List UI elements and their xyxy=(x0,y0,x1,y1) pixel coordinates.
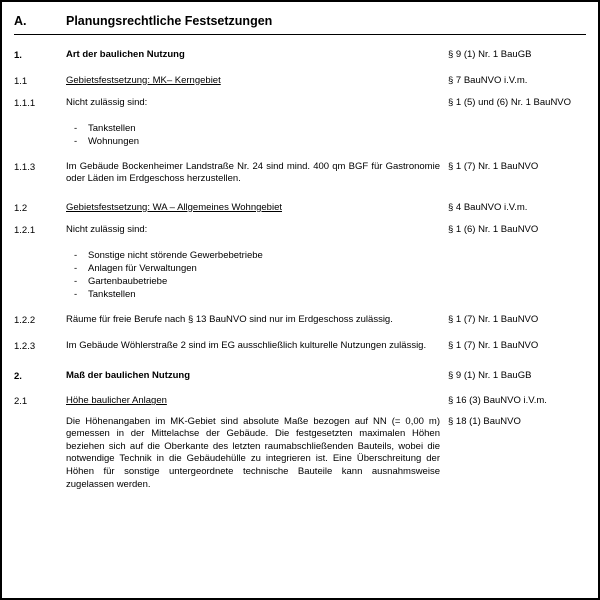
spacer xyxy=(14,118,66,119)
list-item xyxy=(14,370,586,384)
item-reference: § 18 (1) BauNVO xyxy=(448,415,521,427)
item-text-underlined: Gebietsfestsetzung: WA – Allgemeines Wohngebiet xyxy=(66,201,282,213)
item-text: Nicht zulässig sind: xyxy=(66,224,148,236)
item-text: Die Höhenangaben im MK-Gebiet sind absolute Maße bezogen auf NN (= 0,00 m) gemessen in der Mittelachse der Gebäude. Die festgesetzten maximalen Höhen beziehen sich auf die Oberkante des letzten raumabschließenden Bauteils, wobei die notwendige Technik in die Gebäudehülle zu integrieren ist. Eine Überschreitung der Höhen für sonstige untergeordnete technische Bauteile kann ausnahmsweise zugelassen werden. xyxy=(66,415,440,490)
title-divider xyxy=(14,34,586,35)
list-item xyxy=(14,395,586,409)
item-reference: § 1 (7) Nr. 1 BauNVO xyxy=(448,313,539,325)
list-item: - Anlagen für Verwaltungen xyxy=(66,262,440,275)
item-number xyxy=(14,416,66,417)
list-item: - Wohnungen xyxy=(66,135,440,148)
item-reference: § 4 BauNVO i.V.m. xyxy=(448,201,528,213)
item-reference: § 16 (3) BauNVO i.V.m. xyxy=(448,395,547,407)
item-reference: § 7 BauNVO i.V.m. xyxy=(448,74,528,86)
item-reference: § 9 (1) Nr. 1 BauGB xyxy=(448,369,532,381)
list-item xyxy=(14,340,586,354)
item-number: 1.2.1 xyxy=(14,225,36,237)
item-text xyxy=(66,75,448,88)
list-item: - Tankstellen xyxy=(66,122,440,135)
item-reference: § 1 (7) Nr. 1 BauNVO xyxy=(448,340,539,352)
item-text: Art der baulichen Nutzung xyxy=(66,49,185,60)
list-item xyxy=(14,97,586,111)
bullet-list xyxy=(66,249,440,301)
item-number: 1.1.1 xyxy=(14,98,36,109)
item-text: Im Gebäude Wöhlerstraße 2 sind im EG ausschließlich kulturelle Nutzungen zulässig. xyxy=(66,340,427,352)
item-text-underlined: Gebietsfestsetzung: MK– Kerngebiet xyxy=(66,74,221,86)
list-item xyxy=(14,224,586,238)
list-item xyxy=(14,314,586,328)
item-text: Im Gebäude Bockenheimer Landstraße Nr. 24 sind mind. 400 qm BGF für Gastronomie oder Läden im Erdgeschoss herzustellen. xyxy=(66,160,440,185)
item-reference: § 1 (6) Nr. 1 BauNVO xyxy=(448,224,539,236)
item-number: 1.2.2 xyxy=(14,314,36,326)
section-title: Planungsrechtliche Festsetzungen xyxy=(66,14,273,28)
item-number: 1.2.3 xyxy=(14,341,36,353)
item-text: Maß der baulichen Nutzung xyxy=(66,369,191,381)
item-text: Räume für freie Berufe nach § 13 BauNVO sind nur im Erdgeschoss zulässig. xyxy=(66,313,393,325)
spacer xyxy=(14,245,66,246)
provisions-list xyxy=(14,49,586,491)
item-number: 1.1.3 xyxy=(14,161,36,173)
section-letter: A. xyxy=(14,14,27,28)
bullet-list xyxy=(66,122,440,148)
item-number: 2.1 xyxy=(14,396,28,408)
item-text xyxy=(66,202,448,215)
item-text-underlined: Höhe baulicher Anlagen xyxy=(66,395,167,407)
item-reference: § 1 (7) Nr. 1 BauNVO xyxy=(448,160,539,172)
list-item xyxy=(14,75,586,89)
item-number: 1.2 xyxy=(14,202,28,214)
list-item xyxy=(14,161,586,186)
item-text: Nicht zulässig sind: xyxy=(66,97,148,108)
item-number: 2. xyxy=(14,370,22,382)
list-item: - Gartenbaubetriebe xyxy=(66,275,440,288)
list-item xyxy=(14,416,586,492)
item-reference: § 1 (5) und (6) Nr. 1 BauNVO xyxy=(448,97,572,108)
list-item xyxy=(14,202,586,216)
item-number: 1.1 xyxy=(14,75,28,87)
bullet-group xyxy=(14,118,586,148)
item-reference: § 9 (1) Nr. 1 BauGB xyxy=(448,49,532,60)
list-item xyxy=(14,49,586,63)
list-item: - Sonstige nicht störende Gewerbebetriebe xyxy=(66,249,440,262)
item-text xyxy=(66,395,448,408)
list-item: - Tankstellen xyxy=(66,288,440,301)
page-title xyxy=(14,14,586,28)
bullet-group xyxy=(14,245,586,301)
item-number: 1. xyxy=(14,50,22,61)
